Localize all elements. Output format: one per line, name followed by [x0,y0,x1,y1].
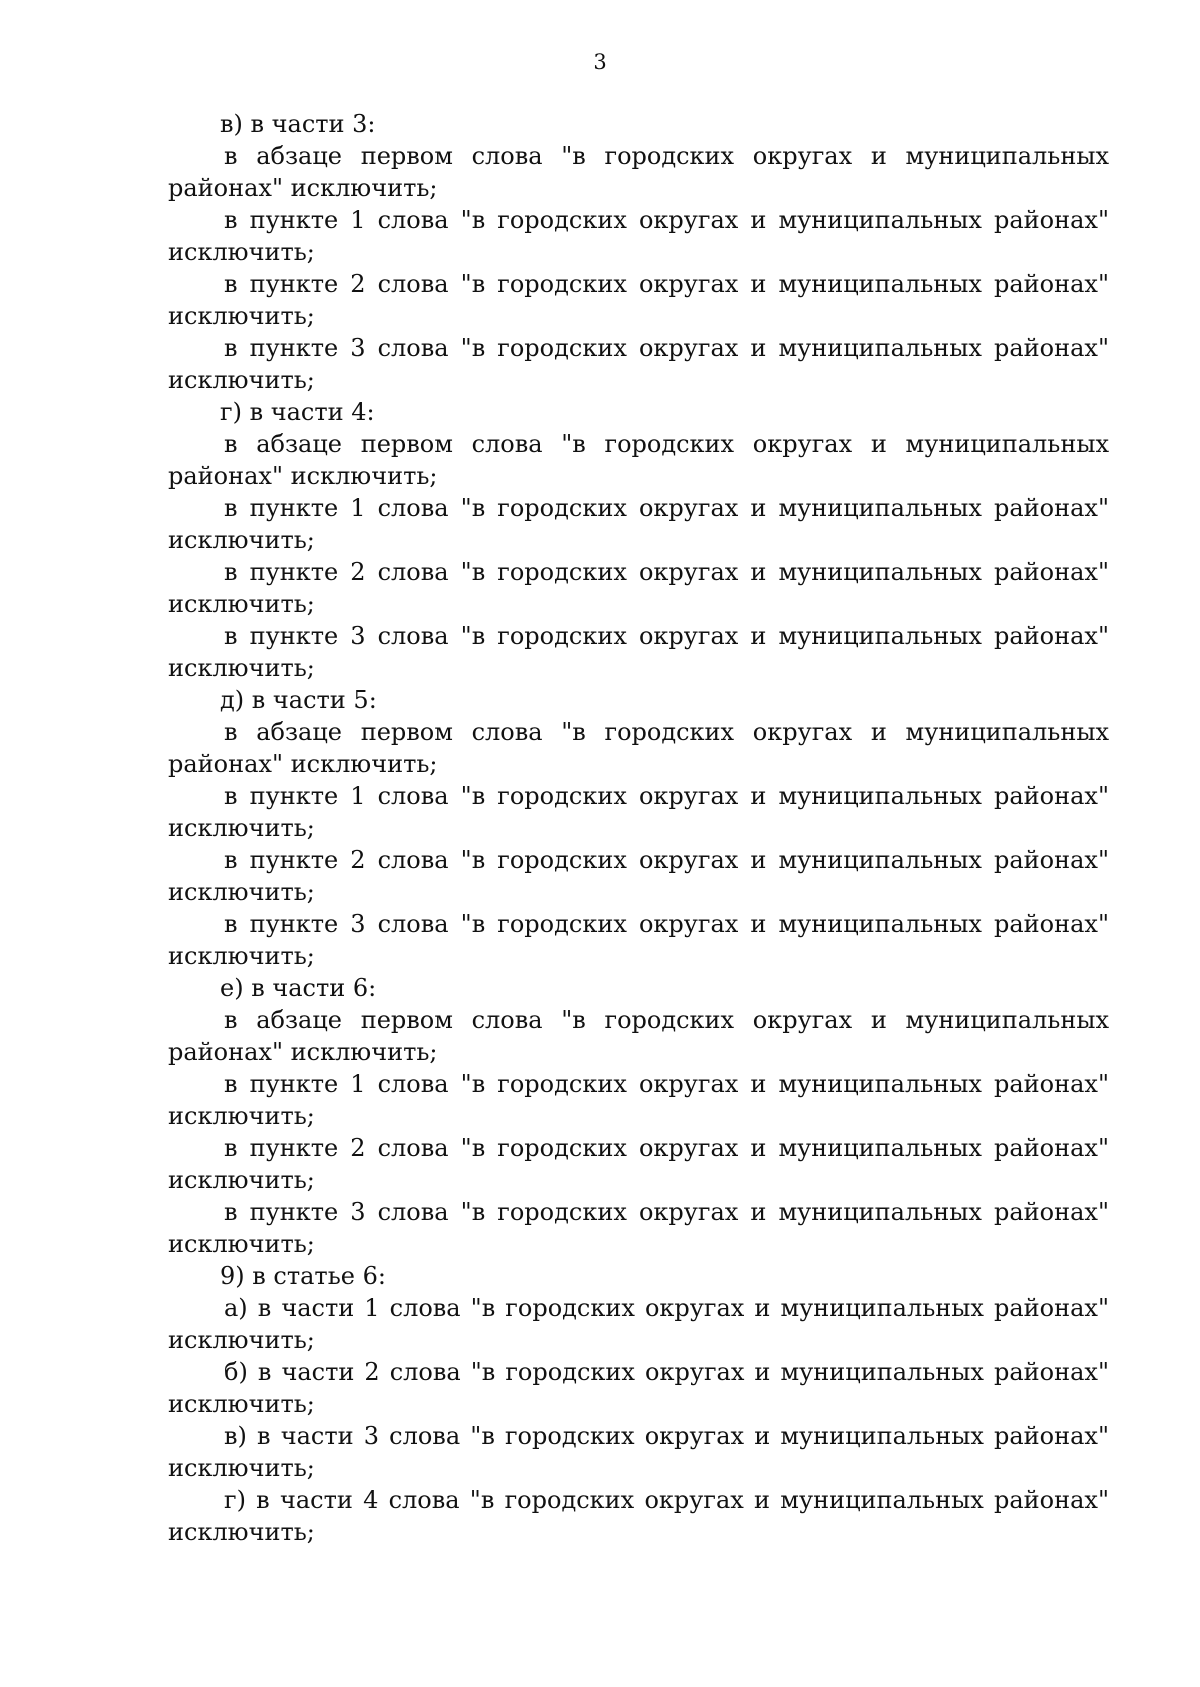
section-heading: 9) в статье 6: [220,1262,386,1290]
section-heading: г) в части 4: [220,398,375,426]
amendment-paragraph: а) в части 1 слова "в городских округах и муниципальных районах" исключить; [168,1294,1109,1354]
amendment-paragraph: в пункте 2 слова "в городских округах и муниципальных районах" исключить; [168,846,1109,906]
page-number: 3 [593,50,607,74]
amendment-paragraph: в пункте 3 слова "в городских округах и муниципальных районах" исключить; [168,910,1109,970]
section-heading: е) в части 6: [220,974,377,1002]
amendment-paragraph: в пункте 1 слова "в городских округах и муниципальных районах" исключить; [168,494,1109,554]
amendment-paragraph: б) в части 2 слова "в городских округах и муниципальных районах" исключить; [168,1358,1109,1418]
amendment-paragraph: в) в части 3 слова "в городских округах и муниципальных районах" исключить; [168,1422,1109,1482]
amendment-paragraph: в пункте 1 слова "в городских округах и муниципальных районах" исключить; [168,782,1109,842]
amendment-paragraph: в пункте 2 слова "в городских округах и муниципальных районах" исключить; [168,1134,1109,1194]
amendment-paragraph: в абзаце первом слова "в городских округах и муниципальных районах" исключить; [168,430,1109,490]
amendment-paragraph: в пункте 3 слова "в городских округах и муниципальных районах" исключить; [168,334,1109,394]
amendment-paragraph: в абзаце первом слова "в городских округах и муниципальных районах" исключить; [168,142,1109,202]
amendment-paragraph: г) в части 4 слова "в городских округах и муниципальных районах" исключить; [168,1486,1109,1546]
section-heading: в) в части 3: [220,110,376,138]
amendment-paragraph: в абзаце первом слова "в городских округах и муниципальных районах" исключить; [168,1006,1109,1066]
section-heading: д) в части 5: [220,686,377,714]
amendment-paragraph: в пункте 1 слова "в городских округах и муниципальных районах" исключить; [168,206,1109,266]
amendment-paragraph: в абзаце первом слова "в городских округах и муниципальных районах" исключить; [168,718,1109,778]
amendment-paragraph: в пункте 3 слова "в городских округах и муниципальных районах" исключить; [168,1198,1109,1258]
amendment-paragraph: в пункте 2 слова "в городских округах и муниципальных районах" исключить; [168,558,1109,618]
amendment-paragraph: в пункте 3 слова "в городских округах и муниципальных районах" исключить; [168,622,1109,682]
document-body [168,108,1109,1548]
amendment-paragraph: в пункте 1 слова "в городских округах и муниципальных районах" исключить; [168,1070,1109,1130]
amendment-paragraph: в пункте 2 слова "в городских округах и муниципальных районах" исключить; [168,270,1109,330]
